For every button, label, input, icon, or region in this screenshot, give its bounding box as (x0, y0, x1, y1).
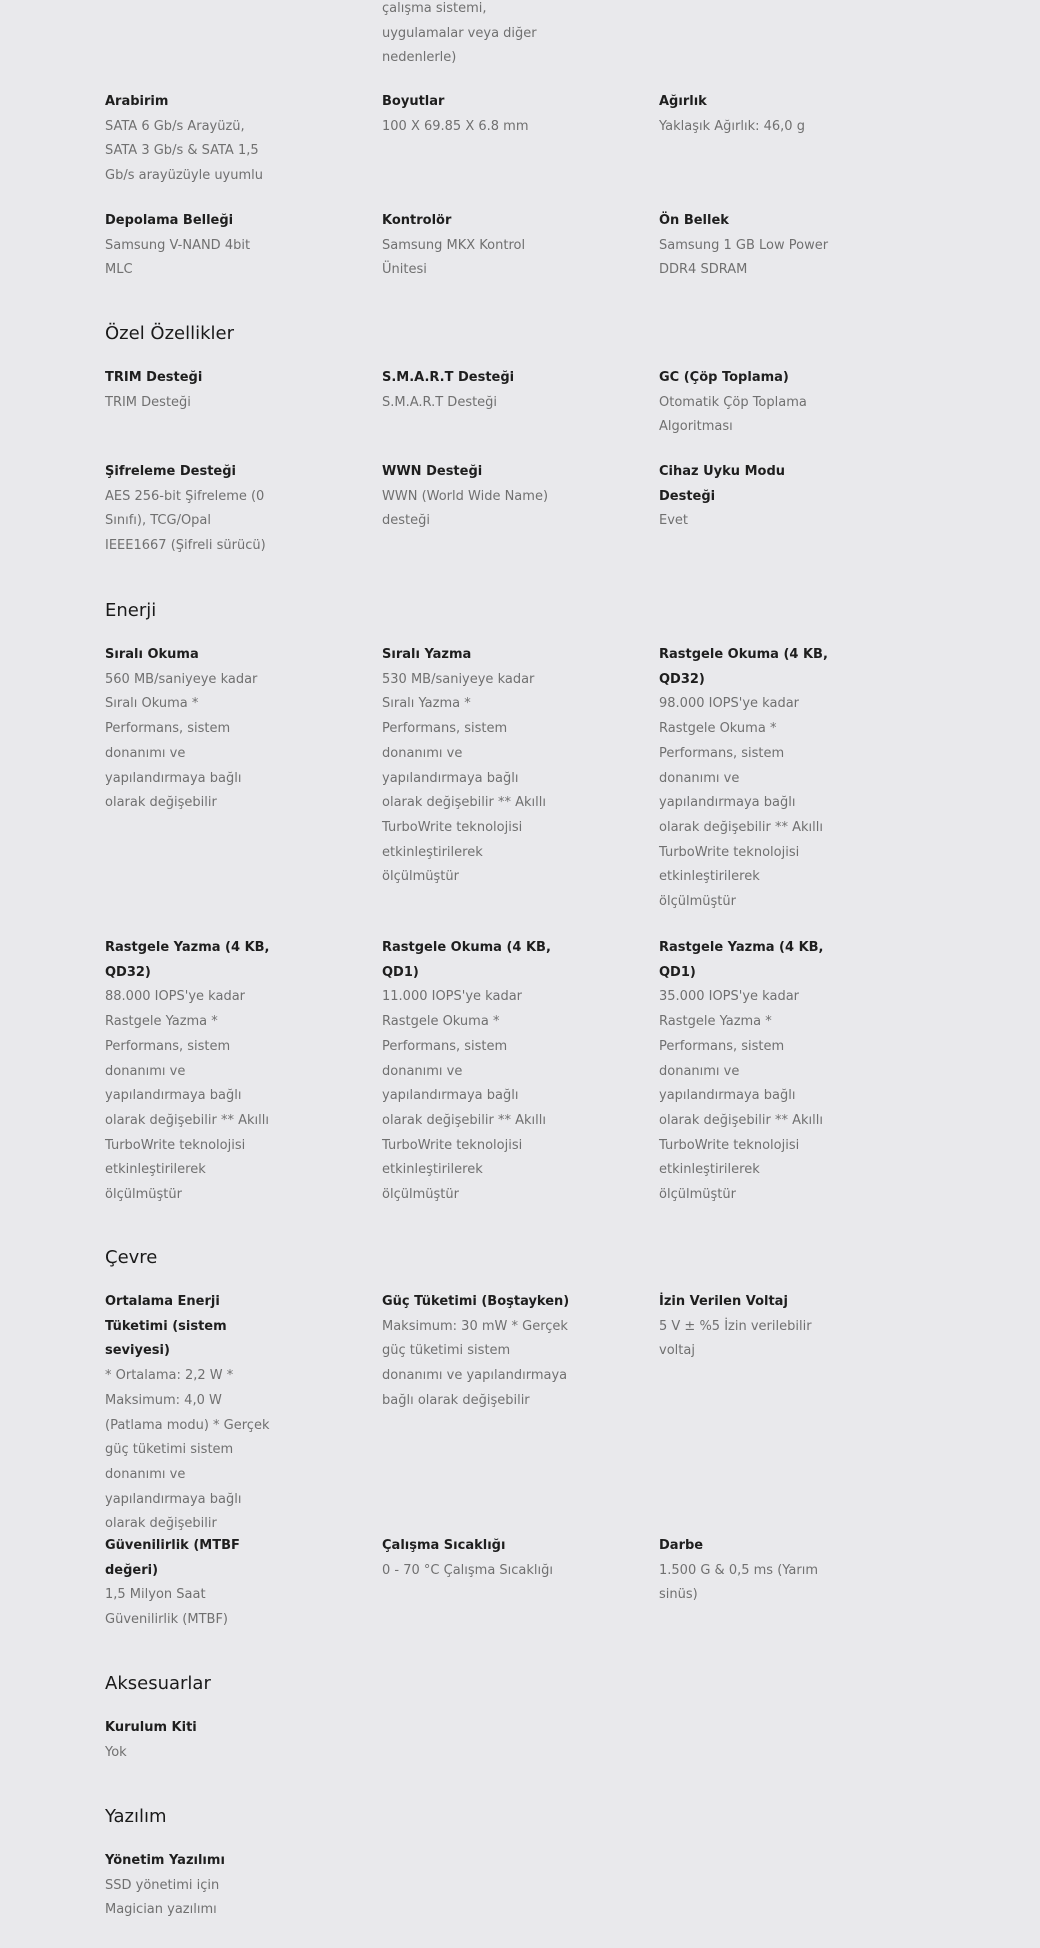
spec-value: S.M.A.R.T Desteği (382, 394, 498, 410)
spec-value: çalışma sistemi, uygulamalar veya diğer nedenlerle) (382, 1, 537, 66)
spec-item-arabirim (105, 90, 275, 189)
spec-label: Kurulum Kiti (105, 1720, 197, 1735)
spec-value: Yaklaşık Ağırlık: 46,0 g (659, 118, 805, 134)
spec-value: 0 - 70 °C Çalışma Sıcaklığı (382, 1562, 554, 1578)
spec-item-sirali-okuma (105, 643, 275, 816)
spec-value: Samsung V-NAND 4bit MLC (105, 237, 251, 278)
spec-label: Kontrolör (382, 213, 452, 228)
spec-item-calisma-sicakligi (382, 1534, 572, 1583)
spec-value: SATA 6 Gb/s Arayüzü, SATA 3 Gb/s & SATA 1,5 Gb/s arayüzüyle uyumlu (105, 118, 264, 184)
spec-value: 11.000 IOPS'ye kadar Rastgele Okuma * Performans, sistem donanımı ve yapılandırmaya bağlı olarak değişebilir ** Akıllı TurboWrite teknolojisi etkinleştirilerek ölçülmüştür (382, 989, 546, 1203)
spec-item-yonetim-yazilimi (105, 1849, 275, 1923)
spec-item-uyku-modu (659, 460, 829, 534)
spec-item-kurulum-kiti (105, 1716, 275, 1765)
spec-item-izin-verilen-voltaj (659, 1290, 829, 1364)
spec-label: Çalışma Sıcaklığı (382, 1538, 506, 1553)
spec-item-ortalama-enerji (105, 1290, 275, 1537)
spec-value: SSD yönetimi için Magician yazılımı (105, 1877, 220, 1918)
spec-value: Samsung 1 GB Low Power DDR4 SDRAM (659, 237, 829, 278)
spec-item-rastgele-yazma-qd32 (105, 936, 275, 1208)
spec-label: Yönetim Yazılımı (105, 1853, 225, 1868)
spec-label: WWN Desteği (382, 464, 483, 479)
spec-label: Cihaz Uyku Modu Desteği (659, 464, 786, 504)
spec-item-darbe (659, 1534, 829, 1608)
spec-value: TRIM Desteği (105, 394, 191, 410)
spec-value: 5 V ± %5 İzin verilebilir voltaj (659, 1318, 812, 1359)
spec-item-rastgele-okuma-qd32 (659, 643, 829, 915)
spec-label: Boyutlar (382, 94, 445, 109)
spec-label: Ortalama Enerji Tüketimi (sistem seviyesi) (105, 1294, 227, 1359)
section-title-aksesuarlar: Aksesuarlar (105, 1673, 211, 1694)
spec-value: 560 MB/saniyeye kadar Sıralı Okuma * Performans, sistem donanımı ve yapılandırmaya bağlı olarak değişebilir (105, 671, 258, 811)
spec-item-boyutlar (382, 90, 552, 139)
spec-item-sifreleme (105, 460, 275, 559)
spec-label: S.M.A.R.T Desteği (382, 370, 515, 385)
spec-label: Depolama Belleği (105, 213, 234, 228)
spec-label: Arabirim (105, 94, 169, 109)
spec-item-gc (659, 366, 829, 440)
spec-value: AES 256-bit Şifreleme (0 Sınıfı), TCG/Opal IEEE1667 (Şifreli sürücü) (105, 488, 266, 554)
spec-label: Ön Bellek (659, 213, 729, 228)
spec-label: Rastgele Yazma (4 KB, QD1) (659, 940, 824, 980)
section-title-cevre: Çevre (105, 1247, 158, 1268)
spec-value: 98.000 IOPS'ye kadar Rastgele Okuma * Performans, sistem donanımı ve yapılandırmaya bağlı olarak değişebilir ** Akıllı TurboWrite teknolojisi etkinleştirilerek ölçülmüştür (659, 696, 823, 910)
spec-item-trim (105, 366, 275, 415)
spec-label: GC (Çöp Toplama) (659, 370, 789, 385)
spec-value: Evet (659, 513, 689, 529)
section-title-ozel-ozellikler: Özel Özellikler (105, 323, 235, 344)
spec-label: TRIM Desteği (105, 370, 203, 385)
spec-label: Rastgele Okuma (4 KB, QD1) (382, 940, 551, 980)
spec-item-sirali-yazma (382, 643, 552, 890)
spec-value: Maksimum: 30 mW * Gerçek güç tüketimi sistem donanımı ve yapılandırmaya bağlı olarak değişebilir (382, 1318, 568, 1408)
spec-label: Rastgele Okuma (4 KB, QD32) (659, 647, 828, 687)
spec-label: Ağırlık (659, 94, 707, 109)
spec-item-rastgele-yazma-qd1 (659, 936, 829, 1208)
spec-item-kontrolor (382, 209, 552, 283)
spec-item-wwn (382, 460, 552, 534)
spec-value: * Ortalama: 2,2 W * Maksimum: 4,0 W (Patlama modu) * Gerçek güç tüketimi sistem donanımı ve yapılandırmaya bağlı olarak değişebilir (105, 1368, 270, 1532)
spec-item-mtbf (105, 1534, 275, 1633)
spec-label: Güç Tüketimi (Boştayken) (382, 1294, 570, 1309)
spec-label: Sıralı Okuma (105, 647, 199, 662)
spec-value: 35.000 IOPS'ye kadar Rastgele Yazma * Performans, sistem donanımı ve yapılandırmaya bağlı olarak değişebilir ** Akıllı TurboWrite teknolojisi etkinleştirilerek ölçülmüştür (659, 989, 823, 1203)
spec-value: Yok (105, 1744, 127, 1760)
spec-value: WWN (World Wide Name) desteği (382, 488, 549, 529)
spec-value: Otomatik Çöp Toplama Algoritması (659, 394, 807, 435)
spec-item-depolama-bellegi (105, 209, 275, 283)
spec-label: Güvenilirlik (MTBF değeri) (105, 1538, 240, 1578)
spec-label: Rastgele Yazma (4 KB, QD32) (105, 940, 270, 980)
spec-item-guc-tuketimi (382, 1290, 572, 1414)
spec-item-partial (382, 0, 552, 71)
spec-item-agirlik (659, 90, 829, 139)
spec-value: 88.000 IOPS'ye kadar Rastgele Yazma * Performans, sistem donanımı ve yapılandırmaya bağlı olarak değişebilir ** Akıllı TurboWrite teknolojisi etkinleştirilerek ölçülmüştür (105, 989, 269, 1203)
section-title-yazilim: Yazılım (105, 1806, 167, 1827)
spec-item-smart (382, 366, 552, 415)
spec-item-rastgele-okuma-qd1 (382, 936, 552, 1208)
spec-value: 100 X 69.85 X 6.8 mm (382, 118, 529, 134)
spec-label: Şifreleme Desteği (105, 464, 237, 479)
spec-label: Darbe (659, 1538, 704, 1553)
spec-item-on-bellek (659, 209, 829, 283)
spec-value: Samsung MKX Kontrol Ünitesi (382, 237, 526, 278)
spec-value: 530 MB/saniyeye kadar Sıralı Yazma * Performans, sistem donanımı ve yapılandırmaya bağlı olarak değişebilir ** Akıllı TurboWrite teknolojisi etkinleştirilerek ölçülmüştür (382, 671, 546, 885)
spec-value: 1.500 G & 0,5 ms (Yarım sinüs) (659, 1562, 819, 1603)
spec-label: Sıralı Yazma (382, 647, 472, 662)
section-title-enerji: Enerji (105, 600, 157, 621)
spec-value: 1,5 Milyon Saat Güvenilirlik (MTBF) (105, 1587, 229, 1628)
spec-label: İzin Verilen Voltaj (659, 1294, 788, 1309)
